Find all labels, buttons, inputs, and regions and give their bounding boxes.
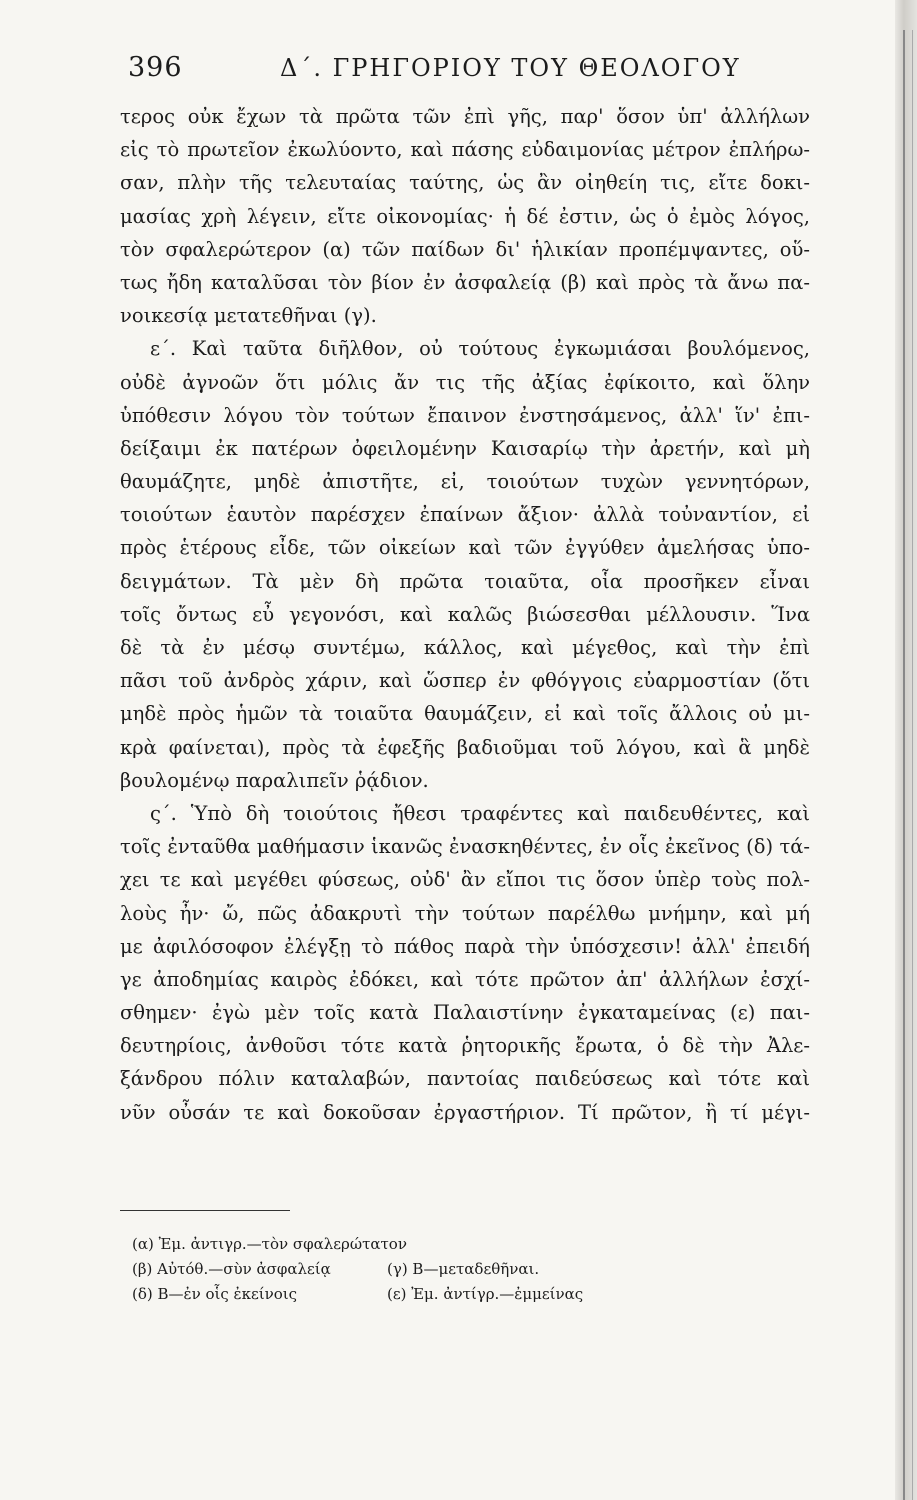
text-line: τοῖς ἐνταῦθα μαθήμασιν ἱκανῶς ἐνασκηθέντες, ἐν οἷς ἐκεῖνος (δ) τά- xyxy=(120,835,810,859)
text-line: τὸν σφαλερώτερον (α) τῶν παίδων δι' ἡλικίαν προπέμψαντες, οὕ- xyxy=(120,237,810,261)
text-line: οὐδὲ ἀγνοῶν ὅτι μόλις ἄν τις τῆς ἀξίας ἐφίκοιτο, καὶ ὅλην xyxy=(120,370,810,394)
page-number: 396 xyxy=(128,52,183,83)
text-line: γε ἀποδημίας καιρὸς ἐδόκει, καὶ τότε πρῶτον ἀπ' ἀλλήλων ἐσχί- xyxy=(120,967,810,991)
text-line: ξάνδρου πόλιν καταλαβών, παντοίας παιδεύσεως καὶ τότε καὶ xyxy=(120,1067,810,1091)
footnotes xyxy=(132,1232,672,1307)
text-line: νοικεσίᾳ μετατεθῆναι (γ). xyxy=(120,304,377,328)
text-line: μασίας χρὴ λέγειν, εἴτε οἰκονομίας· ἡ δέ ἐστιν, ὡς ὁ ἐμὸς λόγος, xyxy=(120,204,810,228)
page-edge-line-secondary xyxy=(912,30,913,1500)
page-header xyxy=(118,52,808,92)
footnote-c: (γ) Β—μεταδεθῆναι. xyxy=(387,1260,540,1278)
running-head: Δ΄. ΓΡΗΓΟΡΙΟΥ ΤΟΥ ΘΕΟΛΟΓΟΥ xyxy=(280,54,741,82)
text-line: χει τε καὶ μεγέθει φύσεως, οὐδ' ἂν εἴποι τις ὅσον ὑπὲρ τοὺς πολ- xyxy=(120,868,810,892)
text-line: δευτηρίοις, ἀνθοῦσι τότε κατὰ ῥητορικῆς ἔρωτα, ὁ δὲ τὴν Ἀλε- xyxy=(120,1034,810,1058)
text-line: σαν, πλὴν τῆς τελευταίας ταύτης, ὡς ἂν οἰηθείη τις, εἴτε δοκι- xyxy=(120,171,810,195)
body-text xyxy=(120,100,810,1129)
text-line: πρὸς ἑτέρους εἶδε, τῶν οἰκείων καὶ τῶν ἐγγύθεν ἀμελήσας ὑπο- xyxy=(120,536,810,560)
text-line: τως ἤδη καταλῦσαι τὸν βίον ἐν ἀσφαλείᾳ (β) καὶ πρὸς τὰ ἄνω πα- xyxy=(120,270,810,294)
text-line: κρὰ φαίνεται), πρὸς τὰ ἐφεξῆς βαδιοῦμαι τοῦ λόγου, καὶ ἃ μηδὲ xyxy=(120,735,810,759)
footnote-e: (ε) Ἐμ. ἀντίγρ.—ἐμμείνας xyxy=(387,1285,584,1303)
text-line: με ἀφιλόσοφον ἐλέγξῃ τὸ πάθος παρὰ τὴν ὑπόσχεσιν! ἀλλ' ἐπειδή xyxy=(120,934,810,958)
text-line: δείξαιμι ἐκ πατέρων ὀφειλομένην Καισαρίῳ τὴν ἀρετήν, καὶ μὴ xyxy=(120,436,810,460)
text-line: σθημεν· ἐγὼ μὲν τοῖς κατὰ Παλαιστίνην ἐγκαταμείνας (ε) παι- xyxy=(120,1001,810,1025)
page-edge xyxy=(895,0,917,1500)
footnote-rule xyxy=(120,1210,290,1211)
text-line: βουλομένῳ παραλιπεῖν ῥᾴδιον. xyxy=(120,768,429,792)
text-line: δειγμάτων. Τὰ μὲν δὴ πρῶτα τοιαῦτα, οἷα προσῆκεν εἶναι xyxy=(120,569,810,593)
section-start-line: ε΄. Καὶ ταῦτα διῆλθον, οὐ τούτους ἐγκωμιάσαι βουλόμενος, xyxy=(150,337,810,361)
footnote-d: (δ) Β—ἐν οἷς ἐκείνοις xyxy=(132,1285,298,1303)
text-line: τοιούτων ἑαυτὸν παρέσχεν ἐπαίνων ἄξιον· ἀλλὰ τοὐναντίον, εἰ xyxy=(120,503,810,527)
footnote-b: (β) Αὐτόθ.—σὺν ἀσφαλείᾳ xyxy=(132,1260,331,1278)
text-line: εἰς τὸ πρωτεῖον ἐκωλύοντο, καὶ πάσης εὐδαιμονίας μέτρον ἐπλήρω- xyxy=(120,138,810,162)
text-line: θαυμάζητε, μηδὲ ἀπιστῆτε, εἰ, τοιούτων τυχὼν γεννητόρων, xyxy=(120,470,810,494)
text-line: πᾶσι τοῦ ἀνδρὸς χάριν, καὶ ὥσπερ ἐν φθόγγοις εὐαρμοστίαν (ὅτι xyxy=(120,669,810,693)
text-line: νῦν οὖσάν τε καὶ δοκοῦσαν ἐργαστήριον. Τί πρῶτον, ἢ τί μέγι- xyxy=(120,1100,810,1124)
text-line: τοῖς ὄντως εὖ γεγονόσι, καὶ καλῶς βιώσεσθαι μέλλουσιν. Ἵνα xyxy=(120,602,810,626)
text-line: τερος οὐκ ἔχων τὰ πρῶτα τῶν ἐπὶ γῆς, παρ' ὅσον ὑπ' ἀλλήλων xyxy=(120,105,810,128)
section-start-line: ς΄. Ὑπὸ δὴ τοιούτοις ἤθεσι τραφέντες καὶ παιδευθέντες, καὶ xyxy=(150,801,810,825)
text-line: λοὺς ἦν· ὤ, πῶς ἀδακρυτὶ τὴν τούτων παρέλθω μνήμην, καὶ μή xyxy=(120,901,810,925)
page-edge-line xyxy=(903,30,905,1500)
text-line: δὲ τὰ ἐν μέσῳ συντέμω, κάλλος, καὶ μέγεθος, καὶ τὴν ἐπὶ xyxy=(120,636,810,659)
text-line: ὑπόθεσιν λόγου τὸν τούτων ἔπαινον ἐνστησάμενος, ἀλλ' ἵν' ἐπι- xyxy=(120,403,810,427)
text-line: μηδὲ πρὸς ἡμῶν τὰ τοιαῦτα θαυμάζειν, εἰ καὶ τοῖς ἄλλοις οὐ μι- xyxy=(120,702,810,726)
footnote-a: (α) Ἐμ. ἀντιγρ.—τὸν σφαλερώτατον xyxy=(132,1235,407,1253)
